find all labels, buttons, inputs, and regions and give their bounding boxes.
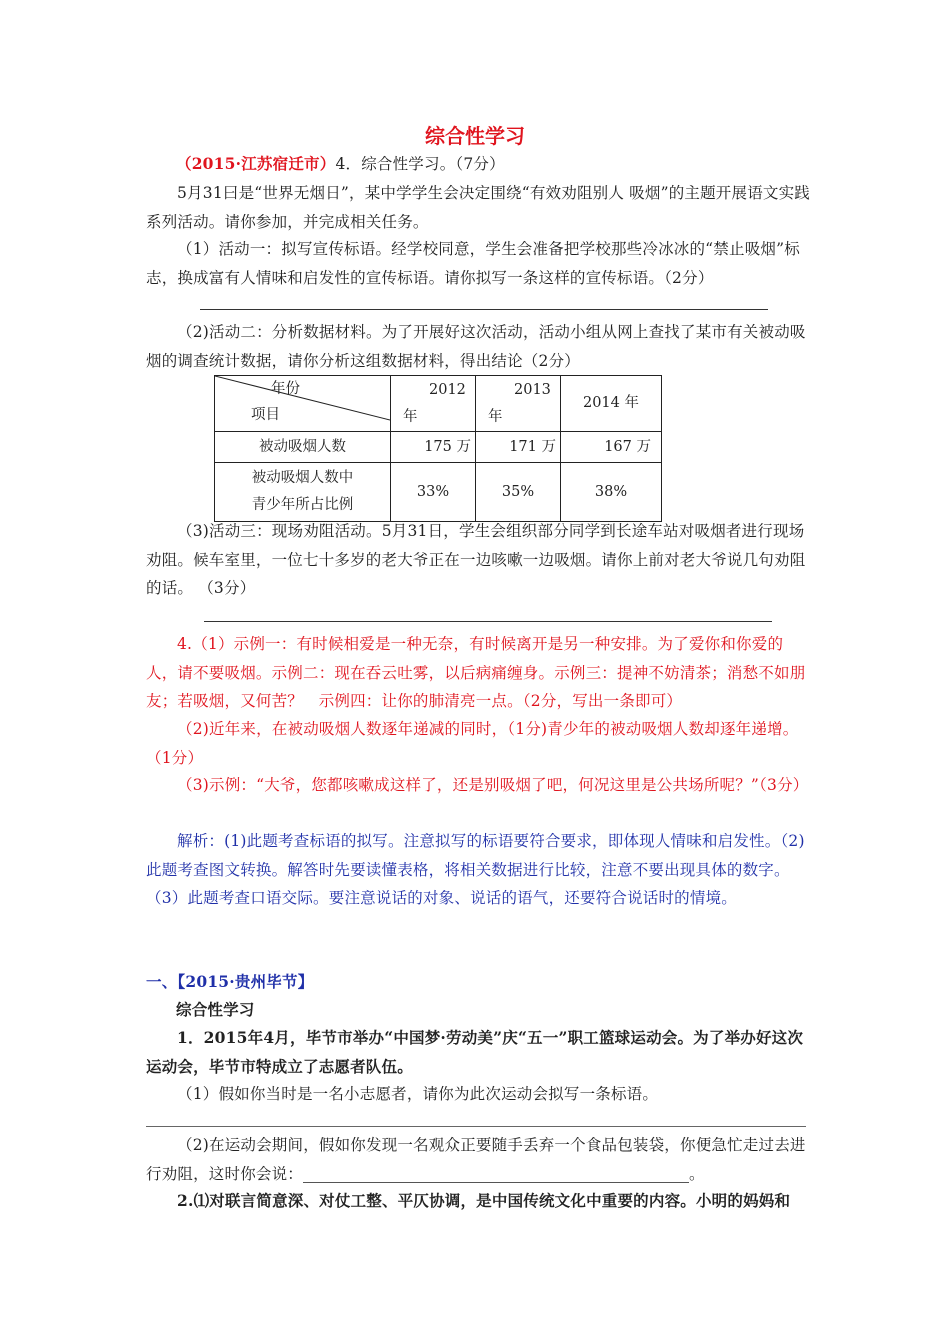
diagonal-divider <box>215 376 390 431</box>
year-value: 2012 <box>429 381 466 398</box>
year-cell-2014 <box>561 376 662 432</box>
row-label <box>215 463 391 522</box>
answer-line <box>204 621 772 622</box>
table-cell: 33% <box>391 463 476 522</box>
table-cell: 171 万 <box>476 432 561 463</box>
table-cell: 175 万 <box>391 432 476 463</box>
table-corner-cell <box>215 376 391 432</box>
table-cell: 167 万 <box>561 432 662 463</box>
table-header-row <box>215 376 662 432</box>
question-1-part-2 <box>146 1131 810 1188</box>
row-label: 被动吸烟人数 <box>215 432 391 463</box>
table-cell: 35% <box>476 463 561 522</box>
task-2-text: （2)活动二：分析数据材料。为了开展好这次活动，活动小组从网上查找了某市有关被动吸烟的调查统计数据，请你分析这组数据材料，得出结论（2分） <box>146 323 806 370</box>
answer-line <box>146 1126 806 1127</box>
year-value: 2014 年 <box>582 395 639 411</box>
answer-1: 4.（1）示例一：有时候相爱是一种无奈，有时候离开是另一种安排。为了爱你和你爱的人，请不要吸烟。示例二：现在吞云吐雾，以后病痛缠身。示例三：提神不妨清茶；消愁不如朋友；若吸烟，又何苦？ 示例四：让你的肺清亮一点。（2分，写出一条即可） <box>146 635 806 710</box>
question-intro: 5月31曰是“世界无烟日”，某中学学生会决定围绕“有效劝阻别人 吸烟”的主题开展语文实践系列活动。请你参加，并完成相关任务。 <box>146 184 811 231</box>
question-1-part-1: （1）假如你当时是一名小志愿者，请你为此次运动会拟写一条标语。 <box>177 1085 659 1103</box>
year-unit: 年 <box>488 408 503 425</box>
section-question-2: 2.⑴对联言简意深、对仗工整、平仄协调，是中国传统文化中重要的内容。小明的妈妈和 <box>177 1191 791 1210</box>
section-heading <box>146 968 810 997</box>
question-title: 4．综合性学习。（7分） <box>335 155 505 173</box>
year-unit: 年 <box>403 408 418 425</box>
header-year-label: 年份 <box>271 381 300 397</box>
year-cell-2013 <box>476 376 561 432</box>
section-source: 【2015·贵州毕节】 <box>177 972 314 991</box>
answer-3: （3)示例：“大爷，您都咳嗽成这样了，还是别吸烟了吧，何况这里是公共场所呢？”（3分） <box>177 776 809 794</box>
answer-line <box>200 309 768 310</box>
question-1-part-2-text: （2)在运动会期间，假如你发现一名观众正要随手丢弃一个食品包装袋，你便急忙走过去进行劝阻，这时你会说： <box>146 1136 806 1183</box>
table-row <box>215 463 662 522</box>
section-subtitle: 综合性学习 <box>176 1000 255 1019</box>
section-number: 一、 <box>146 972 178 991</box>
year-cell-2012 <box>391 376 476 432</box>
task-1-text: （1）活动一：拟写宣传标语。经学校同意，学生会准备把学校那些冷冰冰的“禁止吸烟”标志，换成富有人情味和启发性的宣传标语。请你拟写一条这样的宣传标语。（2分） <box>146 240 800 287</box>
question-4-heading <box>176 150 840 179</box>
question-1-part-2-end: 。 <box>689 1164 705 1183</box>
section-question-1: 1．2015年4月，毕节市举办“中国梦·劳动美”庆“五一”职工篮球运动会。为了举办好这次运动会，毕节市特成立了志愿者队伍。 <box>146 1028 804 1076</box>
year-value: 2013 <box>514 381 551 398</box>
header-item-label: 项目 <box>251 407 280 423</box>
row-label-line1: 被动吸烟人数中 <box>251 470 354 486</box>
statistics-table <box>214 375 662 522</box>
task-3-text: （3)活动三：现场劝阻活动。5月31日，学生会组织部分同学到长途车站对吸烟者进行现场劝阻。候车室里，一位七十多岁的老大爷正在一边咳嗽一边吸烟。请你上前对老大爷说几句劝阻的话。 （3分） <box>146 522 806 597</box>
table-cell: 38% <box>561 463 662 522</box>
row-label-line2: 青少年所占比例 <box>251 497 354 513</box>
answer-2: （2)近年来，在被动吸烟人数逐年递减的同时，（1分)青少年的被动吸烟人数却逐年递增。（1分） <box>146 720 799 767</box>
table-row <box>215 432 662 463</box>
question-source: （2015·江苏宿迁市） <box>176 154 336 173</box>
answer-analysis: 解析：(1)此题考查标语的拟写。注意拟写的标语要符合要求，即体现人情味和启发性。（2)此题考查图文转换。解答时先要读懂表格，将相关数据进行比较，注意不要出现具体的数字。（3）此题考查口语交际。要注意说话的对象、说话的语气，还要符合说话时的情境。 <box>146 832 805 907</box>
answer-blank <box>303 1166 689 1183</box>
page-title: 综合性学习 <box>425 124 525 148</box>
